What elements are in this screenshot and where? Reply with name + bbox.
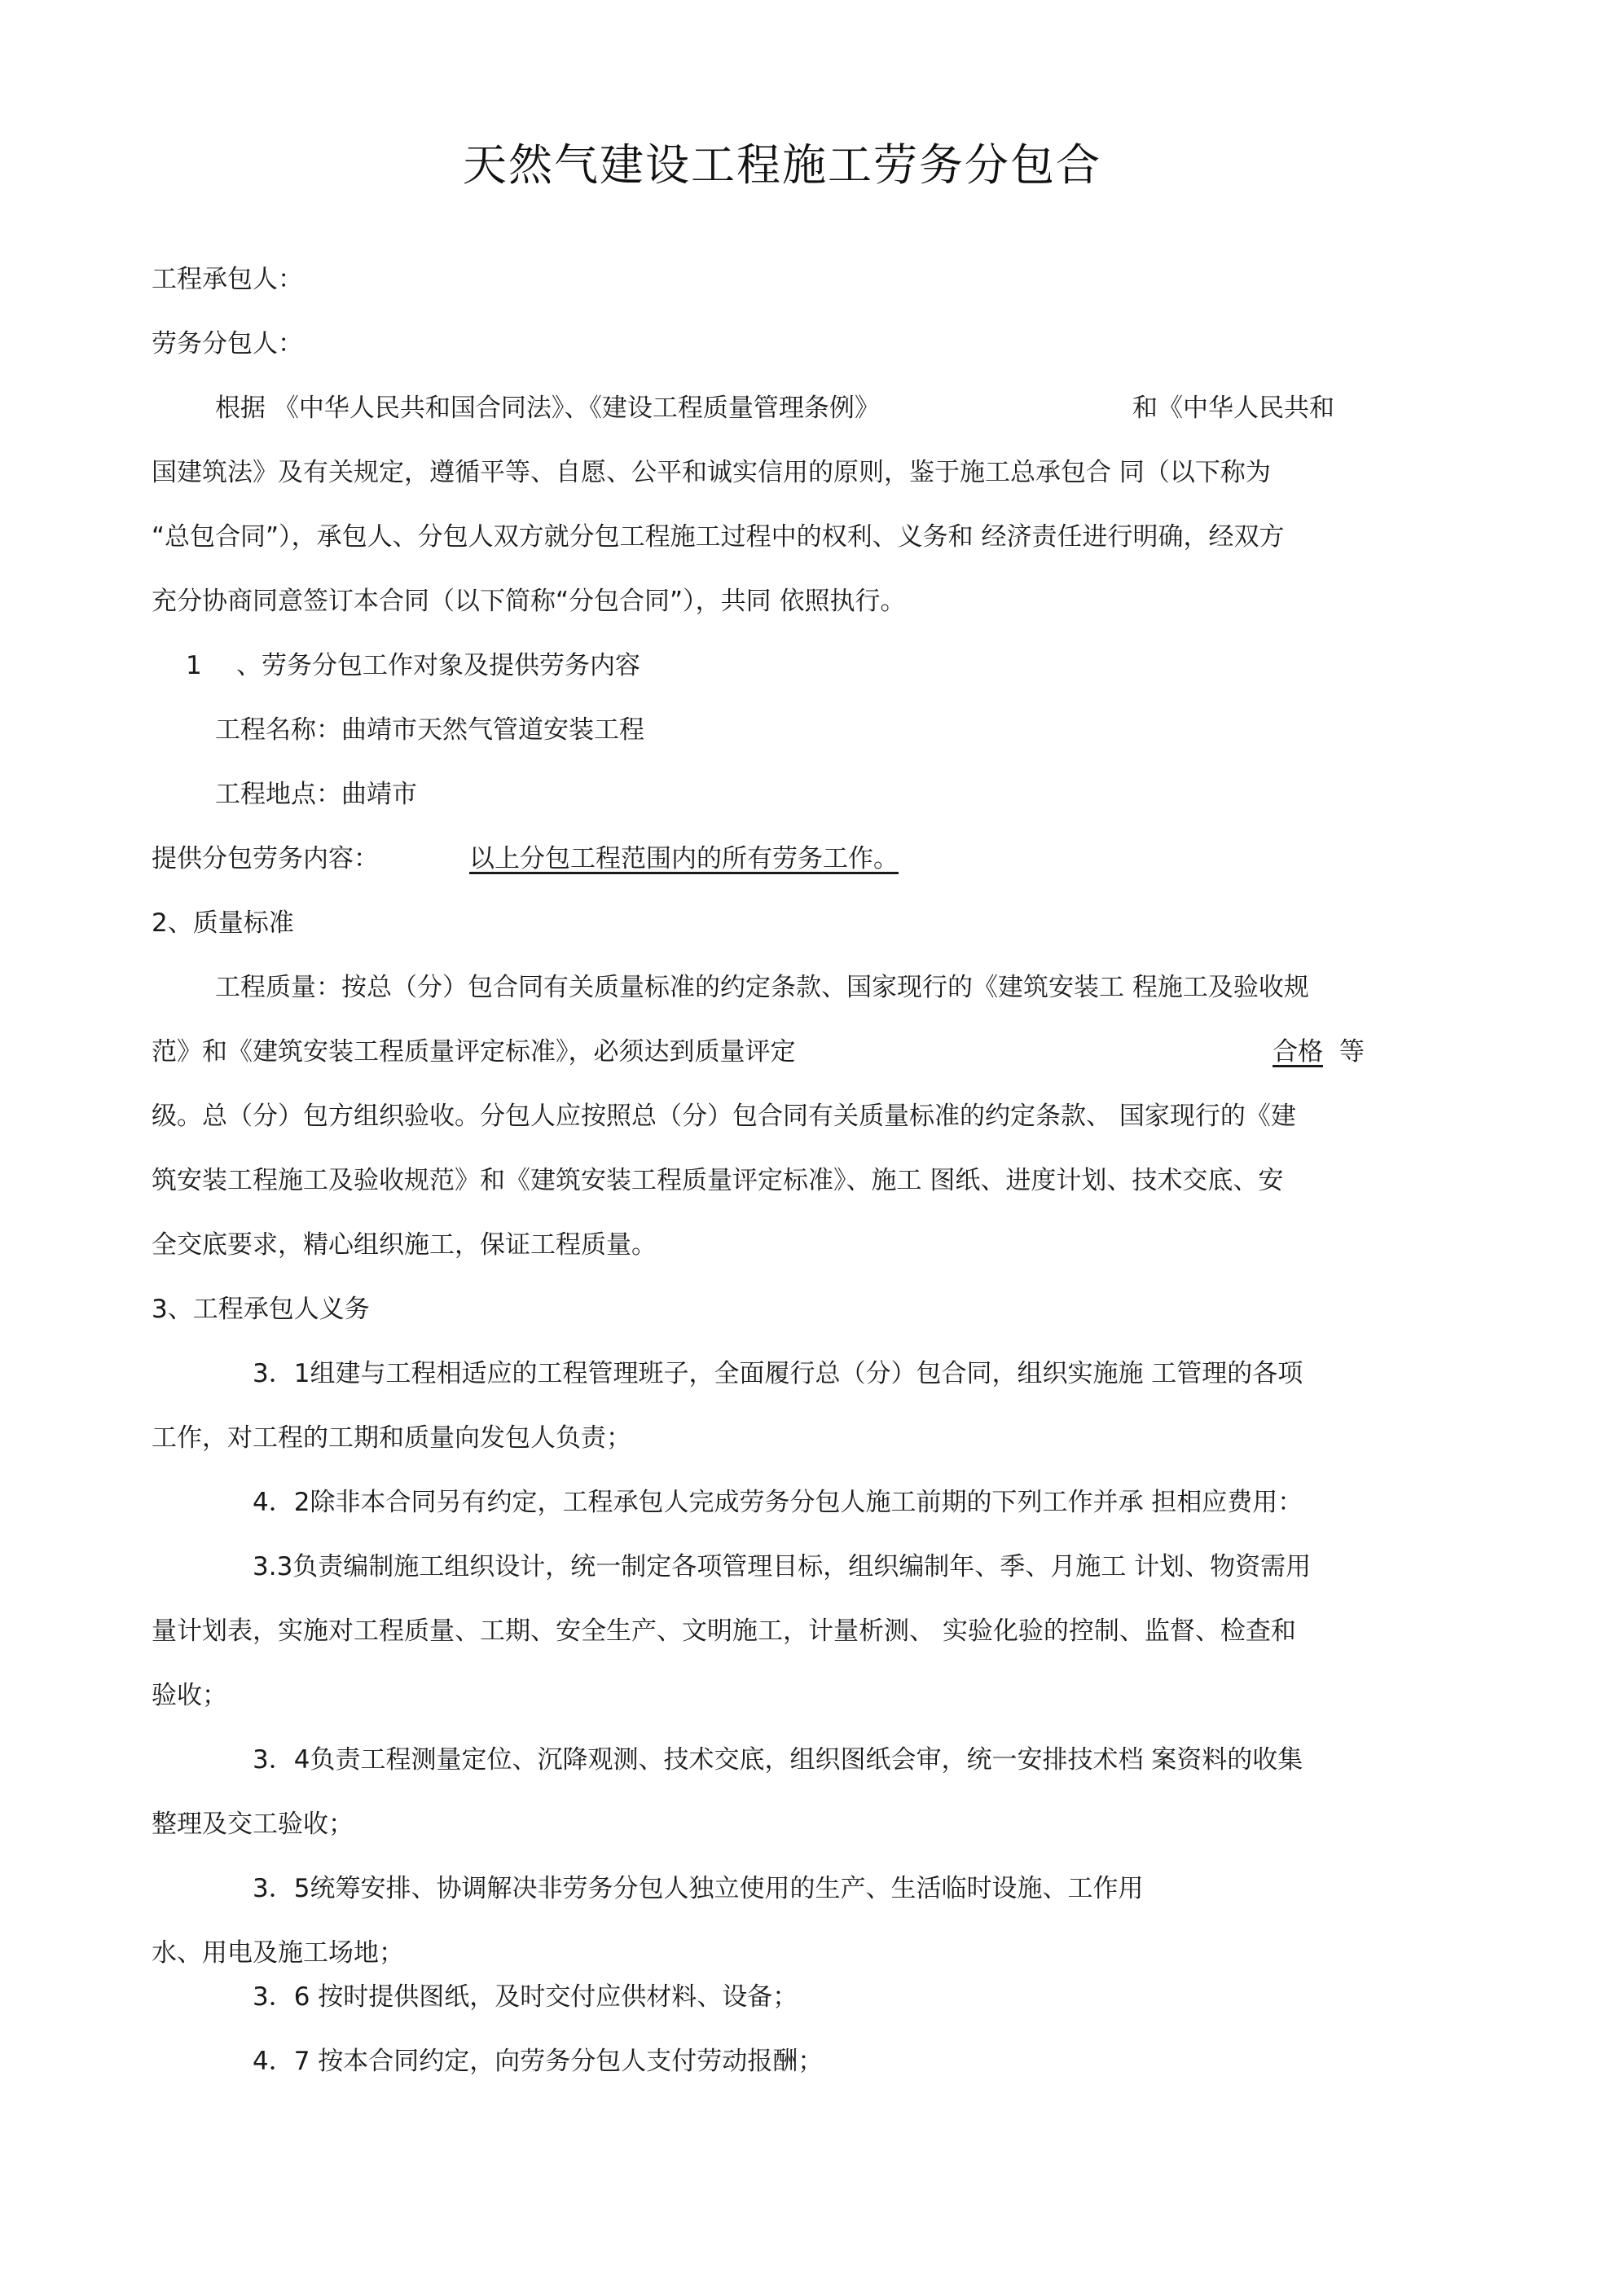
quality-line-2a: 范》和《建筑安装工程质量评定标准》，必须达到质量评定 bbox=[152, 1037, 796, 1067]
subcontractor-line: 劳务分包人： bbox=[152, 329, 303, 358]
quality-line-5: 全交底要求，精心组织施工，保证工程质量。 bbox=[152, 1230, 657, 1260]
quality-line-3: 级。总（分）包方组织验收。分包人应按照总（分）包合同有关质量标准的约定条款、 国家现行的《建 bbox=[152, 1102, 1296, 1131]
obligation-4-7: 4．7 按本合同约定，向劳务分包人支付劳动报酬； bbox=[253, 2047, 824, 2076]
section2-heading: 2、质量标准 bbox=[152, 908, 294, 938]
preamble-line-2: 国建筑法》及有关规定，遵循平等、自愿、公平和诚实信用的原则，鉴于施工总承包合 同（以下称为 bbox=[152, 458, 1271, 487]
project-name: 工程名称：曲靖市天然气管道安装工程 bbox=[215, 715, 644, 745]
section1-heading: 、劳务分包工作对象及提供劳务内容 bbox=[236, 651, 640, 680]
labor-content-label: 提供分包劳务内容： bbox=[152, 844, 379, 873]
section3-heading: 3、工程承包人义务 bbox=[152, 1295, 370, 1324]
obligation-3-1b: 工作，对工程的工期和质量向发包人负责； bbox=[152, 1423, 631, 1453]
quality-grade: 合格 bbox=[1273, 1037, 1323, 1067]
obligation-3-6: 3．6 按时提供图纸，及时交付应供材料、设备； bbox=[253, 1982, 798, 2012]
quality-line-4: 筑安装工程施工及验收规范》和《建筑安装工程质量评定标准》、施工 图纸、进度计划、技术交底、安 bbox=[152, 1166, 1284, 1195]
obligation-3-3c: 验收； bbox=[152, 1681, 227, 1710]
preamble-line-4: 充分协商同意签订本合同（以下简称“分包合同”），共同 依照执行。 bbox=[152, 587, 906, 616]
quality-line-2c: 等 bbox=[1339, 1037, 1365, 1067]
obligation-3-4b: 整理及交工验收； bbox=[152, 1810, 354, 1839]
preamble-line-3: “总包合同”），承包人、分包人双方就分包工程施工过程中的权利、义务和 经济责任进行明确，经双方 bbox=[152, 522, 1285, 552]
obligation-3-5b: 水、用电及施工场地； bbox=[152, 1938, 404, 1968]
labor-content-value: 以上分包工程范围内的所有劳务工作。 bbox=[469, 844, 899, 873]
preamble-line-1b: 和《中华人民共和 bbox=[1132, 394, 1334, 423]
obligation-3-1a: 3．1组建与工程相适应的工程管理班子，全面履行总（分）包合同，组织实施施 工管理的各项 bbox=[253, 1359, 1303, 1388]
obligation-3-3b: 量计划表，实施对工程质量、工期、安全生产、文明施工，计量析测、 实验化验的控制、监督、检查和 bbox=[152, 1616, 1296, 1646]
obligation-3-4a: 3．4负责工程测量定位、沉降观测、技术交底，组织图纸会审，统一安排技术档 案资料的收集 bbox=[253, 1745, 1303, 1775]
obligation-3-3a: 3.3负责编制施工组织设计，统一制定各项管理目标，组织编制年、季、月施工 计划、物资需用 bbox=[253, 1552, 1312, 1581]
obligation-3-5a: 3．5统筹安排、协调解决非劳务分包人独立使用的生产、生活临时设施、工作用 bbox=[253, 1874, 1144, 1903]
quality-line-1: 工程质量：按总（分）包合同有关质量标准的约定条款、国家现行的《建筑安装工 程施工及验收规 bbox=[215, 973, 1309, 1002]
project-location: 工程地点：曲靖市 bbox=[215, 780, 417, 809]
document-title: 天然气建设工程施工劳务分包合 bbox=[463, 139, 1101, 191]
section1-heading-number: 1 bbox=[186, 651, 202, 680]
preamble-line-1a: 根据 《中华人民共和国合同法》、《建设工程质量管理条例》 bbox=[215, 394, 880, 423]
contractor-line: 工程承包人： bbox=[152, 265, 303, 294]
obligation-4-2: 4．2除非本合同另有约定，工程承包人完成劳务分包人施工前期的下列工作并承 担相应费用： bbox=[253, 1488, 1303, 1517]
